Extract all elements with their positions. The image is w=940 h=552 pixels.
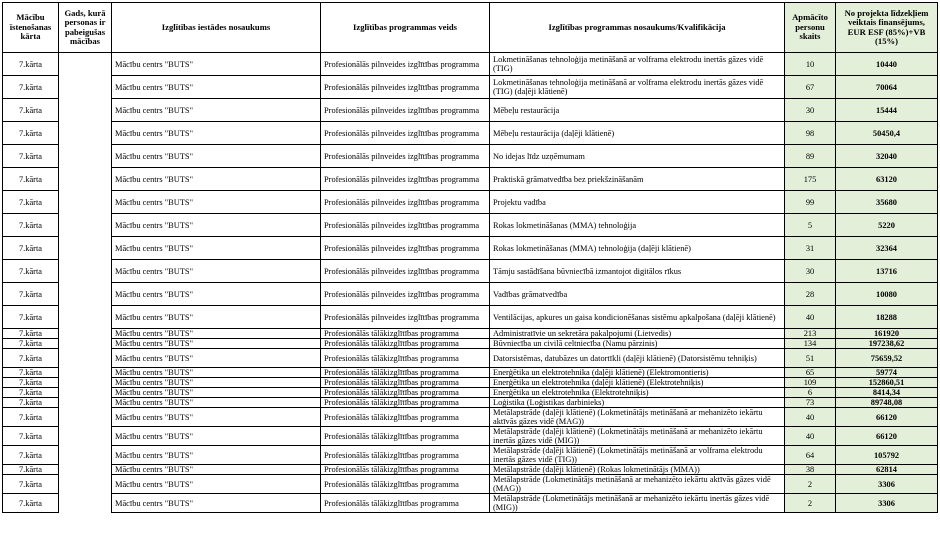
cell-skaits: 175: [785, 168, 836, 191]
cell-karta: 7.kārta: [3, 99, 59, 122]
cell-karta: 7.kārta: [3, 378, 59, 388]
cell-iestade: Mācību centrs "BUTS": [112, 398, 321, 408]
cell-iestade: Mācību centrs "BUTS": [112, 465, 321, 475]
cell-iestade: Mācību centrs "BUTS": [112, 408, 321, 427]
cell-finansejums: 3306: [836, 494, 938, 513]
cell-karta: 7.kārta: [3, 283, 59, 306]
cell-skaits: 99: [785, 191, 836, 214]
table-row: [3, 145, 938, 168]
cell-karta: 7.kārta: [3, 398, 59, 408]
cell-veids: Profesionālās pilnveides izglītības programma: [321, 237, 490, 260]
cell-skaits: 67: [785, 76, 836, 99]
cell-finansejums: 18288: [836, 306, 938, 329]
cell-finansejums: 161920: [836, 329, 938, 339]
cell-nosaukums: Lokmetināšanas tehnoloģija metināšanā ar volframa elektrodu inertās gāzes vidē (TIG) (daļēji klātienē): [490, 76, 785, 99]
cell-skaits: 28: [785, 283, 836, 306]
cell-gads: [59, 53, 112, 76]
table-row: [3, 191, 938, 214]
header-skaits: Apmācīto personu skaits: [785, 3, 836, 53]
cell-finansejums: 32040: [836, 145, 938, 168]
cell-gads: [59, 76, 112, 99]
cell-nosaukums: Enerģētika un elektrotehnika (daļēji klātienē) (Elektrotehniķis): [490, 378, 785, 388]
cell-nosaukums: Enerģētika un elektrotehnika (daļēji klātienē) (Elektromontieris): [490, 368, 785, 378]
cell-karta: 7.kārta: [3, 306, 59, 329]
cell-skaits: 98: [785, 122, 836, 145]
table-row: [3, 408, 938, 427]
cell-veids: Profesionālās pilnveides izglītības programma: [321, 122, 490, 145]
cell-skaits: 40: [785, 408, 836, 427]
cell-iestade: Mācību centrs "BUTS": [112, 283, 321, 306]
table-row: [3, 99, 938, 122]
cell-finansejums: 66120: [836, 427, 938, 446]
table-row: [3, 329, 938, 339]
cell-iestade: Mācību centrs "BUTS": [112, 446, 321, 465]
table-row: [3, 214, 938, 237]
cell-skaits: 5: [785, 214, 836, 237]
cell-finansejums: 70064: [836, 76, 938, 99]
cell-finansejums: 5220: [836, 214, 938, 237]
cell-nosaukums: Lokmetināšanas tehnoloģija metināšanā ar volframa elektrodu inertās gāzes vidē (TIG): [490, 53, 785, 76]
cell-gads: [59, 99, 112, 122]
table-row: [3, 427, 938, 446]
table-row: [3, 237, 938, 260]
cell-iestade: Mācību centrs "BUTS": [112, 329, 321, 339]
cell-nosaukums: Metālapstrāde (Lokmetinātājs metināšanā ar mehanizēto iekārtu inertās gāzes vidē (MIG)): [490, 494, 785, 513]
cell-karta: 7.kārta: [3, 329, 59, 339]
header-row: [3, 3, 938, 53]
table-row: [3, 446, 938, 465]
cell-karta: 7.kārta: [3, 408, 59, 427]
cell-finansejums: 62814: [836, 465, 938, 475]
cell-karta: 7.kārta: [3, 339, 59, 349]
cell-skaits: 109: [785, 378, 836, 388]
cell-gads: [59, 368, 112, 378]
cell-gads: [59, 283, 112, 306]
cell-nosaukums: Vadības grāmatvedība: [490, 283, 785, 306]
header-nosaukums: Izglītības programmas nosaukums/Kvalifikācija: [490, 3, 785, 53]
cell-veids: Profesionālās pilnveides izglītības programma: [321, 214, 490, 237]
cell-iestade: Mācību centrs "BUTS": [112, 349, 321, 368]
cell-iestade: Mācību centrs "BUTS": [112, 122, 321, 145]
cell-veids: Profesionālās pilnveides izglītības programma: [321, 191, 490, 214]
cell-skaits: 213: [785, 329, 836, 339]
cell-nosaukums: Būvniecība un civilā celtniecība (Namu pārzinis): [490, 339, 785, 349]
header-iestade: Izglītības iestādes nosaukums: [112, 3, 321, 53]
cell-skaits: 73: [785, 398, 836, 408]
cell-finansejums: 59774: [836, 368, 938, 378]
table-row: [3, 53, 938, 76]
cell-iestade: Mācību centrs "BUTS": [112, 494, 321, 513]
cell-finansejums: 8414,34: [836, 388, 938, 398]
cell-karta: 7.kārta: [3, 191, 59, 214]
header-veids: Izglītības programmas veids: [321, 3, 490, 53]
cell-karta: 7.kārta: [3, 145, 59, 168]
cell-finansejums: 152860,51: [836, 378, 938, 388]
cell-karta: 7.kārta: [3, 494, 59, 513]
cell-finansejums: 105792: [836, 446, 938, 465]
cell-karta: 7.kārta: [3, 214, 59, 237]
cell-gads: [59, 306, 112, 329]
cell-veids: Profesionālās tālākizglītības programma: [321, 388, 490, 398]
cell-nosaukums: Metālapstrāde (Lokmetinātājs metināšanā ar mehanizēto iekārtu aktīvās gāzes vidē (MAG)): [490, 475, 785, 494]
cell-gads: [59, 408, 112, 427]
cell-gads: [59, 388, 112, 398]
cell-nosaukums: Rokas lokmetināšanas (MMA) tehnoloģija: [490, 214, 785, 237]
cell-iestade: Mācību centrs "BUTS": [112, 76, 321, 99]
cell-gads: [59, 339, 112, 349]
cell-veids: Profesionālās pilnveides izglītības programma: [321, 306, 490, 329]
cell-gads: [59, 427, 112, 446]
cell-iestade: Mācību centrs "BUTS": [112, 99, 321, 122]
table-row: [3, 475, 938, 494]
cell-karta: 7.kārta: [3, 168, 59, 191]
cell-karta: 7.kārta: [3, 475, 59, 494]
cell-gads: [59, 349, 112, 368]
cell-finansejums: 75659,52: [836, 349, 938, 368]
cell-karta: 7.kārta: [3, 388, 59, 398]
cell-skaits: 30: [785, 260, 836, 283]
table-row: [3, 76, 938, 99]
cell-karta: 7.kārta: [3, 237, 59, 260]
cell-nosaukums: Mēbeļu restaurācija: [490, 99, 785, 122]
cell-skaits: 89: [785, 145, 836, 168]
cell-iestade: Mācību centrs "BUTS": [112, 260, 321, 283]
cell-finansejums: 10440: [836, 53, 938, 76]
cell-karta: 7.kārta: [3, 465, 59, 475]
cell-finansejums: 89748,08: [836, 398, 938, 408]
cell-iestade: Mācību centrs "BUTS": [112, 388, 321, 398]
cell-karta: 7.kārta: [3, 427, 59, 446]
table-row: [3, 260, 938, 283]
cell-veids: Profesionālās tālākizglītības programma: [321, 446, 490, 465]
cell-veids: Profesionālās pilnveides izglītības programma: [321, 283, 490, 306]
table-row: [3, 349, 938, 368]
table-row: [3, 368, 938, 378]
cell-gads: [59, 494, 112, 513]
table-row: [3, 378, 938, 388]
cell-finansejums: 15444: [836, 99, 938, 122]
cell-gads: [59, 398, 112, 408]
table-row: [3, 388, 938, 398]
cell-skaits: 38: [785, 465, 836, 475]
cell-iestade: Mācību centrs "BUTS": [112, 475, 321, 494]
cell-karta: 7.kārta: [3, 349, 59, 368]
cell-finansejums: 197238,62: [836, 339, 938, 349]
cell-skaits: 40: [785, 306, 836, 329]
cell-karta: 7.kārta: [3, 76, 59, 99]
cell-veids: Profesionālās tālākizglītības programma: [321, 349, 490, 368]
cell-iestade: Mācību centrs "BUTS": [112, 53, 321, 76]
cell-skaits: 65: [785, 368, 836, 378]
cell-iestade: Mācību centrs "BUTS": [112, 368, 321, 378]
cell-iestade: Mācību centrs "BUTS": [112, 214, 321, 237]
cell-iestade: Mācību centrs "BUTS": [112, 427, 321, 446]
cell-veids: Profesionālās tālākizglītības programma: [321, 339, 490, 349]
cell-skaits: 30: [785, 99, 836, 122]
cell-nosaukums: Metālapstrāde (daļēji klātienē) (Lokmetinātājs metināšanā ar mehanizēto iekārtu aktīvās gāzes vidē (MAG)): [490, 408, 785, 427]
cell-gads: [59, 191, 112, 214]
cell-skaits: 10: [785, 53, 836, 76]
cell-veids: Profesionālās pilnveides izglītības programma: [321, 99, 490, 122]
cell-skaits: 2: [785, 475, 836, 494]
header-karta: Mācību īstenošanas kārta: [3, 3, 59, 53]
cell-karta: 7.kārta: [3, 368, 59, 378]
cell-nosaukums: Rokas lokmetināšanas (MMA) tehnoloģija (daļēji klātienē): [490, 237, 785, 260]
cell-karta: 7.kārta: [3, 122, 59, 145]
cell-nosaukums: Metālapstrāde (daļēji klātienē) (Lokmetinātājs metināšanā ar volframa elektrodu inertās gāzes vidē (TIG)): [490, 446, 785, 465]
cell-nosaukums: Metālapstrāde (daļēji klātienē) (Lokmetinātājs metināšanā ar mehanizēto iekārtu inertās gāzes vidē (MIG)): [490, 427, 785, 446]
table-row: [3, 306, 938, 329]
cell-veids: Profesionālās tālākizglītības programma: [321, 494, 490, 513]
cell-skaits: 2: [785, 494, 836, 513]
cell-karta: 7.kārta: [3, 260, 59, 283]
cell-veids: Profesionālās pilnveides izglītības programma: [321, 76, 490, 99]
cell-nosaukums: Datorsistēmas, datubāzes un datortīkli (daļēji klātienē) (Datorsistēmu tehniķis): [490, 349, 785, 368]
cell-finansejums: 10080: [836, 283, 938, 306]
cell-finansejums: 63120: [836, 168, 938, 191]
cell-karta: 7.kārta: [3, 53, 59, 76]
cell-nosaukums: Praktiskā grāmatvedība bez priekšzināšanām: [490, 168, 785, 191]
table-row: [3, 122, 938, 145]
cell-veids: Profesionālās tālākizglītības programma: [321, 329, 490, 339]
cell-finansejums: 66120: [836, 408, 938, 427]
cell-iestade: Mācību centrs "BUTS": [112, 378, 321, 388]
cell-veids: Profesionālās tālākizglītības programma: [321, 398, 490, 408]
cell-veids: Profesionālās tālākizglītības programma: [321, 408, 490, 427]
cell-gads: [59, 329, 112, 339]
cell-gads: [59, 237, 112, 260]
table-row: [3, 283, 938, 306]
header-gads: Gads, kurā personas ir pabeigušas mācības: [59, 3, 112, 53]
cell-iestade: Mācību centrs "BUTS": [112, 306, 321, 329]
cell-nosaukums: Tāmju sastādīšana būvniecībā izmantojot digitālos rīkus: [490, 260, 785, 283]
cell-nosaukums: Metālapstrāde (daļēji klātienē) (Rokas lokmetinātājs (MMA)): [490, 465, 785, 475]
cell-iestade: Mācību centrs "BUTS": [112, 168, 321, 191]
cell-finansejums: 35680: [836, 191, 938, 214]
cell-iestade: Mācību centrs "BUTS": [112, 145, 321, 168]
cell-iestade: Mācību centrs "BUTS": [112, 339, 321, 349]
cell-karta: 7.kārta: [3, 446, 59, 465]
cell-nosaukums: Loģistika (Loģistikas darbinieks): [490, 398, 785, 408]
cell-iestade: Mācību centrs "BUTS": [112, 191, 321, 214]
cell-nosaukums: Mēbeļu restaurācija (daļēji klātienē): [490, 122, 785, 145]
cell-gads: [59, 145, 112, 168]
cell-veids: Profesionālās tālākizglītības programma: [321, 475, 490, 494]
cell-iestade: Mācību centrs "BUTS": [112, 237, 321, 260]
cell-veids: Profesionālās pilnveides izglītības programma: [321, 53, 490, 76]
cell-finansejums: 50450,4: [836, 122, 938, 145]
cell-skaits: 134: [785, 339, 836, 349]
cell-gads: [59, 260, 112, 283]
table-row: [3, 339, 938, 349]
cell-gads: [59, 214, 112, 237]
header-finansejums: No projekta līdzekļiem veiktais finansējums, EUR ESF (85%)+VB (15%): [836, 3, 938, 53]
cell-skaits: 51: [785, 349, 836, 368]
cell-veids: Profesionālās tālākizglītības programma: [321, 465, 490, 475]
cell-veids: Profesionālās pilnveides izglītības programma: [321, 260, 490, 283]
cell-gads: [59, 168, 112, 191]
cell-veids: Profesionālās tālākizglītības programma: [321, 368, 490, 378]
training-table: [2, 2, 938, 513]
table-row: [3, 398, 938, 408]
cell-gads: [59, 465, 112, 475]
table-row: [3, 168, 938, 191]
table-row: [3, 465, 938, 475]
cell-nosaukums: Projektu vadība: [490, 191, 785, 214]
cell-skaits: 6: [785, 388, 836, 398]
cell-nosaukums: Enerģētika un elektrotehnika (Elektrotehniķis): [490, 388, 785, 398]
cell-gads: [59, 475, 112, 494]
cell-nosaukums: Administratīvie un sekretāra pakalpojumi (Lietvedis): [490, 329, 785, 339]
cell-skaits: 64: [785, 446, 836, 465]
cell-veids: Profesionālās pilnveides izglītības programma: [321, 145, 490, 168]
cell-veids: Profesionālās pilnveides izglītības programma: [321, 168, 490, 191]
cell-finansejums: 32364: [836, 237, 938, 260]
cell-veids: Profesionālās tālākizglītības programma: [321, 427, 490, 446]
cell-gads: [59, 378, 112, 388]
cell-skaits: 40: [785, 427, 836, 446]
cell-skaits: 31: [785, 237, 836, 260]
table-row: [3, 494, 938, 513]
cell-gads: [59, 122, 112, 145]
cell-finansejums: 3306: [836, 475, 938, 494]
cell-nosaukums: No idejas līdz uzņēmumam: [490, 145, 785, 168]
cell-veids: Profesionālās tālākizglītības programma: [321, 378, 490, 388]
cell-nosaukums: Ventilācijas, apkures un gaisa kondicionēšanas sistēmu apkalpošana (daļēji klātienē): [490, 306, 785, 329]
cell-gads: [59, 446, 112, 465]
cell-finansejums: 13716: [836, 260, 938, 283]
